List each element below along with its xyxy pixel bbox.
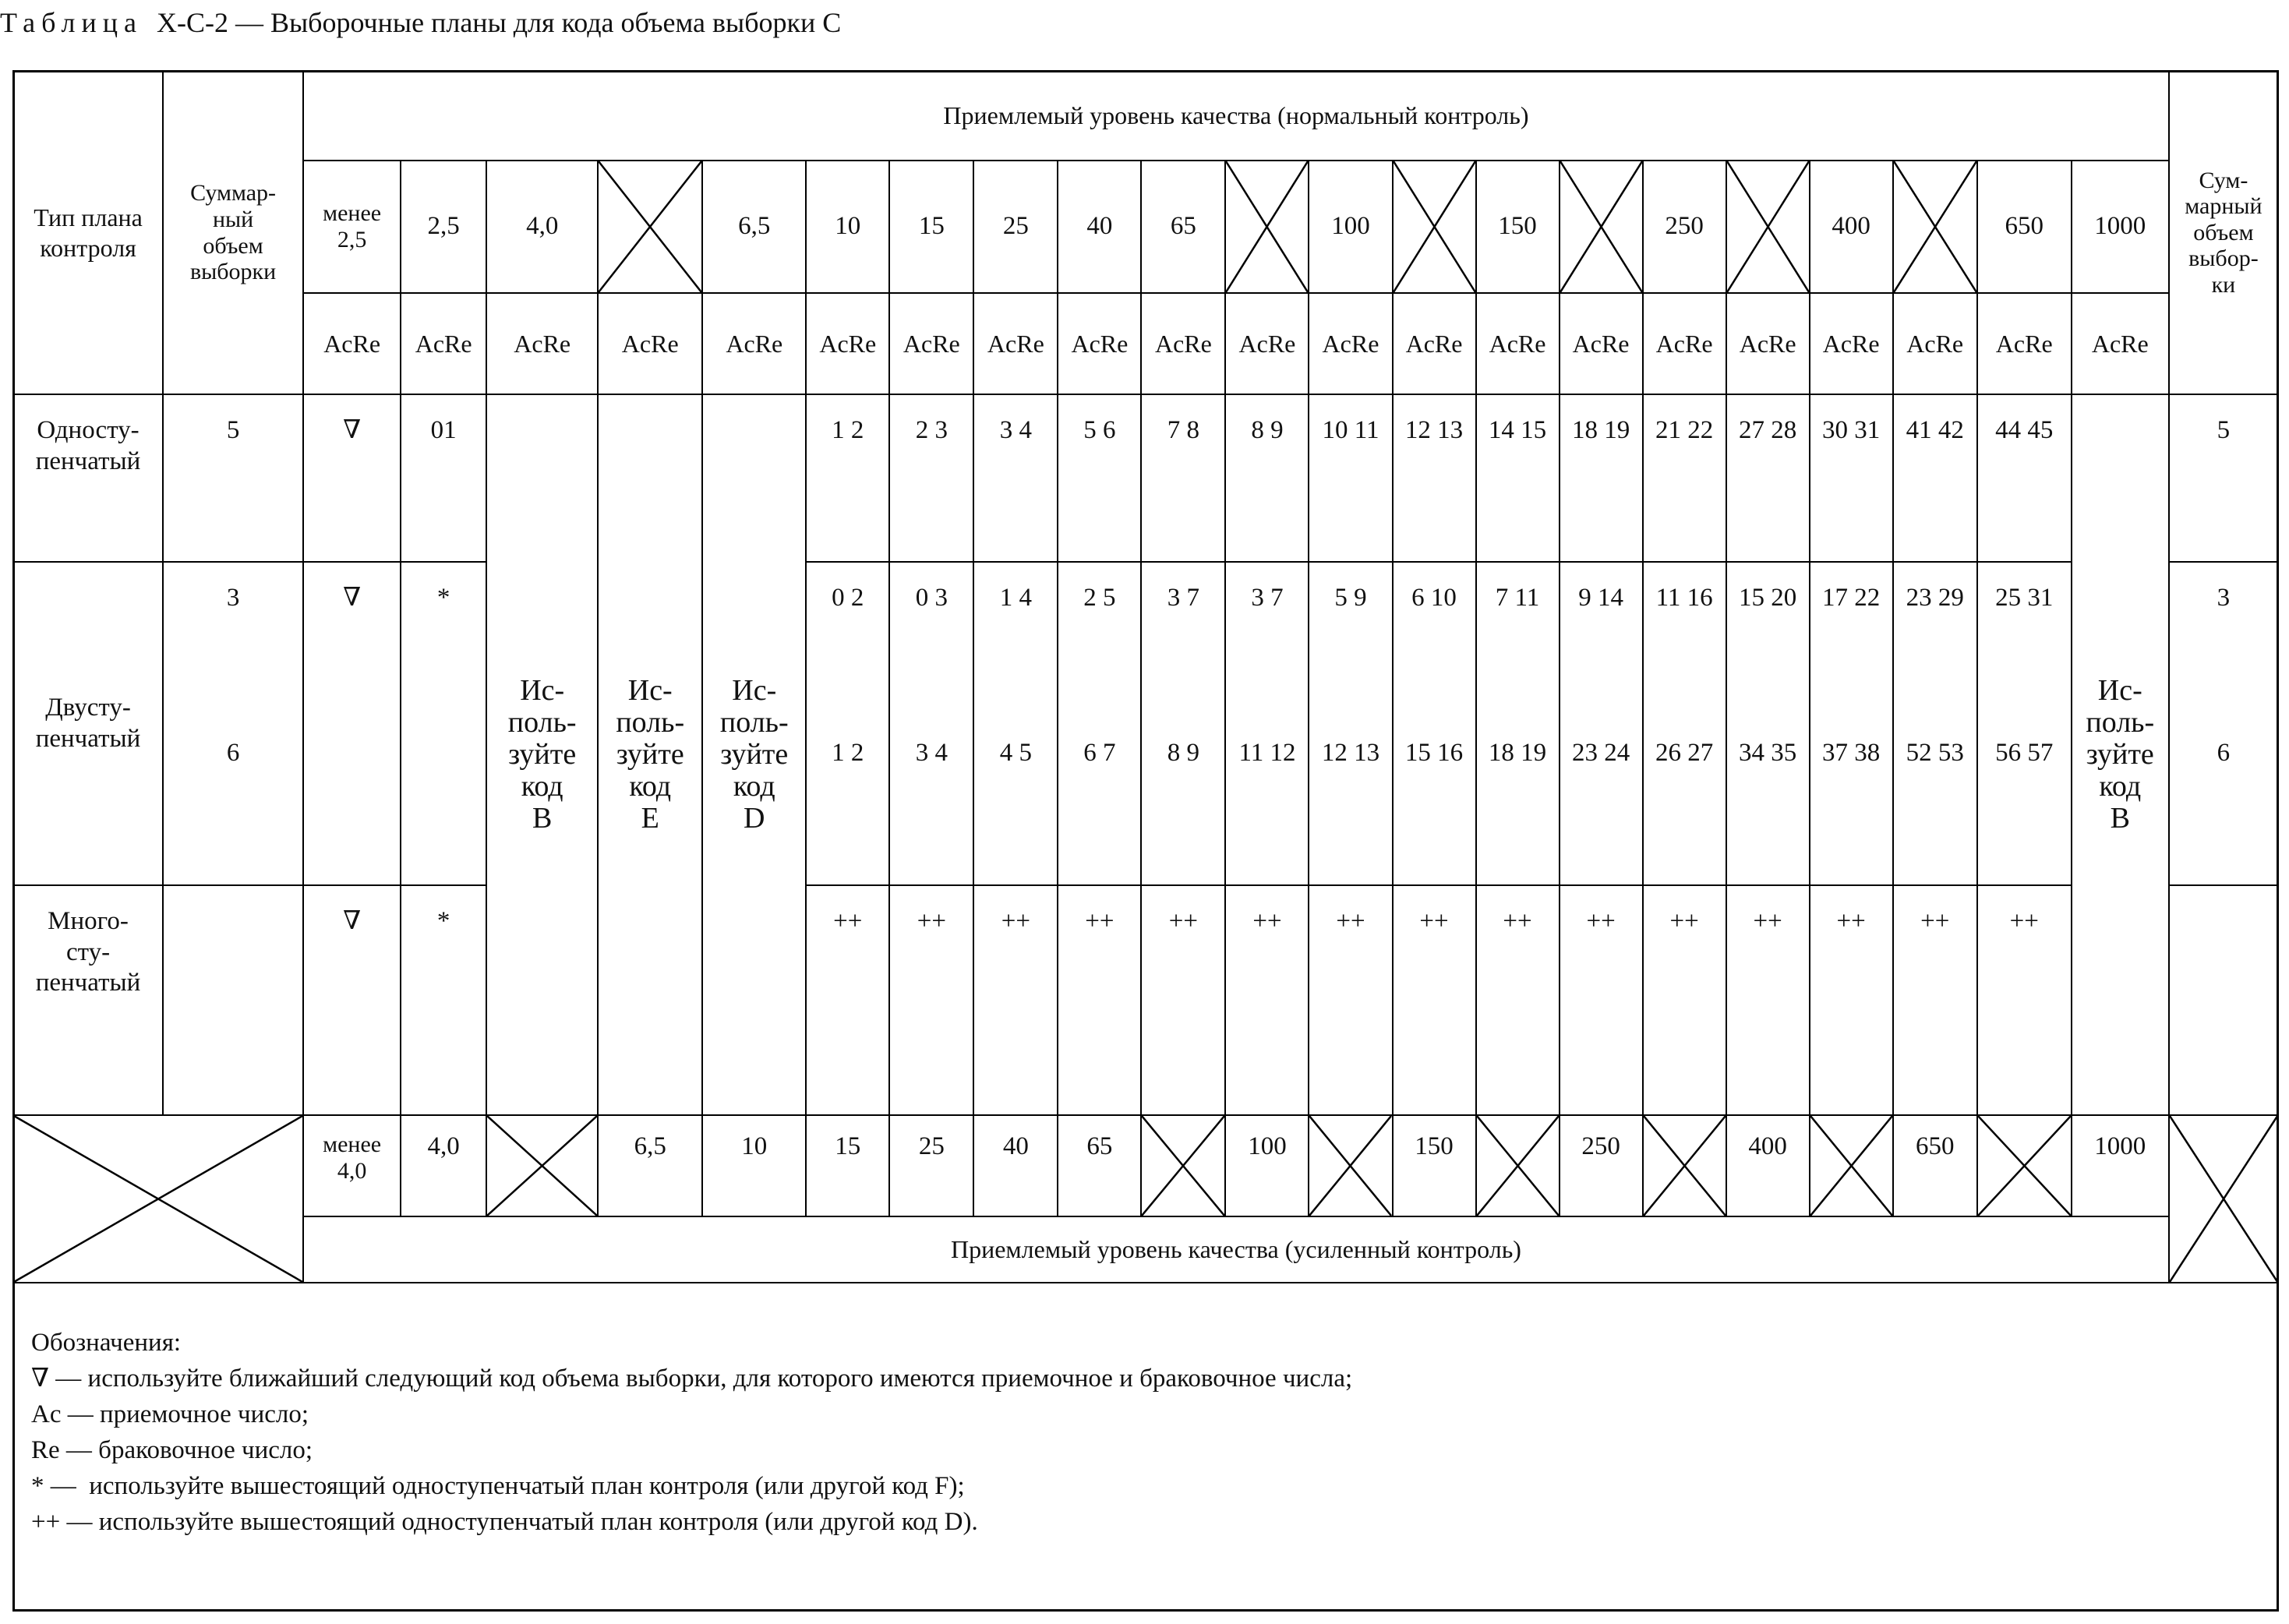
acre-label: AcRe: [1893, 293, 1977, 394]
sample-size-header-right: [2169, 71, 2278, 394]
aql-tightened-value: 150: [1393, 1115, 1476, 1216]
multiple-acre-value: ++: [1977, 885, 2072, 1115]
double-acre-first: 2 5: [1083, 584, 1116, 612]
aql-normal-row: [13, 161, 2278, 293]
aql-tightened-value: 400: [1726, 1115, 1810, 1216]
cell-text-line: ки: [2211, 271, 2236, 298]
single-acre-value: 8 9: [1225, 394, 1309, 562]
tightened-aql-header: Приемлемый уровень качества (усиленный контроль): [303, 1216, 2169, 1283]
acre-row: [13, 293, 2278, 394]
aql-normal-crossed-cell: [598, 161, 702, 293]
multiple-acre-value: ++: [1225, 885, 1309, 1115]
cell-text-line: выбор-: [2188, 245, 2259, 272]
cell-text-line: Сум-: [2199, 167, 2248, 193]
under-multiple: ∇: [303, 885, 401, 1115]
aql25-multiple: *: [401, 885, 486, 1115]
aql-tightened-value: 1000: [2072, 1115, 2169, 1216]
acre-label: AcRe: [401, 293, 486, 394]
multiple-acre-value: ++: [973, 885, 1058, 1115]
cell-text-line: код: [733, 770, 775, 803]
double-acre-second: 26 27: [1655, 739, 1714, 767]
aql-normal-value: 40: [1058, 161, 1141, 293]
single-acre-value: 44 45: [1977, 394, 2072, 562]
cell-text-line: ный: [212, 206, 254, 232]
acre-label: AcRe: [1560, 293, 1643, 394]
cell-text-line: Ис-: [520, 673, 565, 707]
sample-size-multiple: [163, 885, 303, 1115]
use-code-e-cell: [598, 394, 702, 1115]
under-double: ∇: [303, 562, 401, 885]
acre-label: AcRe: [303, 293, 401, 394]
double-acre-first: 1 4: [999, 584, 1032, 612]
aql-tightened-value: 4,0: [401, 1115, 486, 1216]
cell-text-line: поль-: [507, 705, 577, 739]
cell-text-line: пенчатый: [35, 447, 141, 475]
sample-size-single: 5: [163, 394, 303, 562]
cell-text-line: Ис-: [627, 673, 673, 707]
double-acre-first: 5 9: [1334, 584, 1367, 612]
cell-text-line: Тип плана: [34, 203, 143, 232]
multiple-acre-value: ++: [806, 885, 889, 1115]
aql25-single: 01: [401, 394, 486, 562]
single-acre-value: 41 42: [1893, 394, 1977, 562]
aql-normal-value: 150: [1476, 161, 1560, 293]
aql-tightened-value: 65: [1058, 1115, 1141, 1216]
sample-size-double-right-1: 3: [2217, 584, 2231, 612]
multiple-acre-value: ++: [1893, 885, 1977, 1115]
double-acre-first: 15 20: [1739, 584, 1797, 612]
cell-text-line: выборки: [189, 259, 277, 285]
aql-tightened-crossed-cell: [1810, 1115, 1893, 1216]
acre-label: AcRe: [1977, 293, 2072, 394]
cell-text-line: поль-: [616, 705, 685, 739]
aql-tightened-value: 10: [702, 1115, 806, 1216]
aql-normal-crossed-cell: [1393, 161, 1476, 293]
use-code-d-cell: [702, 394, 806, 1115]
single-acre-value: 7 8: [1141, 394, 1225, 562]
double-acre-first: 6 10: [1411, 584, 1457, 612]
double-acre-cell: [1977, 562, 2072, 885]
acre-label: AcRe: [598, 293, 702, 394]
single-acre-value: 14 15: [1476, 394, 1560, 562]
aql-normal-crossed-cell: [1225, 161, 1309, 293]
cell-text-line: код: [2099, 770, 2142, 803]
aql-tightened-crossed-cell: [1476, 1115, 1560, 1216]
cell-text-line: Ис-: [2097, 673, 2142, 707]
double-acre-cell: [806, 562, 889, 885]
aql-normal-value: 650: [1977, 161, 2072, 293]
single-acre-value: 3 4: [973, 394, 1058, 562]
cell-text-line: Суммар-: [190, 180, 277, 207]
title-text: — Выборочные планы для кода объема выборки C: [235, 7, 842, 38]
single-acre-value: 12 13: [1393, 394, 1476, 562]
cell-text-line: пенчатый: [35, 969, 141, 997]
double-acre-second: 4 5: [999, 739, 1032, 767]
single-acre-value: 1 2: [806, 394, 889, 562]
double-stage-row: [13, 562, 2278, 885]
aql-normal-value: 100: [1309, 161, 1392, 293]
aql-tightened-value: менее 4,0: [303, 1115, 401, 1216]
aql-tightened-value: 650: [1893, 1115, 1977, 1216]
double-acre-cell: [1058, 562, 1141, 885]
double-acre-first: 11 16: [1655, 584, 1713, 612]
double-acre-cell: [1309, 562, 1392, 885]
double-acre-first: 3 7: [1251, 584, 1284, 612]
cell-text-line: код: [629, 770, 672, 803]
double-acre-cell: [1476, 562, 1560, 885]
double-acre-second: 23 24: [1571, 739, 1630, 767]
double-acre-second: 3 4: [915, 739, 948, 767]
acre-label: AcRe: [889, 293, 973, 394]
legend-item: Re — браковочное число;: [31, 1436, 313, 1464]
cell-text-line: зуйте: [2086, 737, 2154, 771]
acre-label: AcRe: [1810, 293, 1893, 394]
single-acre-value: 2 3: [889, 394, 973, 562]
multiple-acre-value: ++: [1058, 885, 1141, 1115]
single-stage-row: [13, 394, 2278, 562]
multiple-acre-value: ++: [1476, 885, 1560, 1115]
aql-tightened-crossed-cell: [1141, 1115, 1225, 1216]
acre-label: AcRe: [1726, 293, 1810, 394]
acre-label: AcRe: [973, 293, 1058, 394]
multiple-acre-value: ++: [1141, 885, 1225, 1115]
aql-tightened-crossed-cell: [1643, 1115, 1726, 1216]
double-acre-first: 0 3: [915, 584, 948, 612]
multiple-acre-value: ++: [1726, 885, 1810, 1115]
multiple-stage-row: [13, 885, 2278, 1115]
double-acre-cell: [1225, 562, 1309, 885]
double-acre-cell: [1141, 562, 1225, 885]
cell-text-line: поль-: [2086, 705, 2155, 739]
double-acre-cell: [1726, 562, 1810, 885]
cell-text-line: B: [532, 802, 553, 835]
double-acre-first: 9 14: [1578, 584, 1623, 612]
double-acre-second: 8 9: [1167, 739, 1200, 767]
double-acre-first: 0 2: [832, 584, 864, 612]
single-acre-value: 30 31: [1810, 394, 1893, 562]
aql-normal-value: 4,0: [486, 161, 598, 293]
double-acre-second: 15 16: [1404, 739, 1464, 767]
double-acre-cell: [1810, 562, 1893, 885]
aql-tightened-value: 250: [1560, 1115, 1643, 1216]
double-acre-second: 56 57: [1995, 739, 2054, 767]
sample-size-header: [163, 71, 303, 394]
double-acre-cell: [1643, 562, 1726, 885]
title-code: X-C-2: [156, 7, 228, 38]
single-acre-value: 27 28: [1726, 394, 1810, 562]
legend: [31, 1325, 1352, 1540]
aql-tightened-value: 25: [889, 1115, 973, 1216]
double-acre-second: 12 13: [1321, 739, 1380, 767]
cell-text-line: объем: [203, 232, 263, 259]
aql-normal-value: 400: [1810, 161, 1893, 293]
aql-normal-value: 1000: [2072, 161, 2169, 293]
aql-normal-value: 15: [889, 161, 973, 293]
cell-text-line: Односту-: [37, 416, 140, 444]
multiple-acre-value: ++: [889, 885, 973, 1115]
double-acre-cell: [973, 562, 1058, 885]
acre-label: AcRe: [1476, 293, 1560, 394]
sample-size-double: [163, 562, 303, 885]
cell-text-line: Двусту-: [45, 693, 131, 722]
double-acre-second: 11 12: [1238, 739, 1296, 767]
aql25-double: *: [401, 562, 486, 885]
double-acre-cell: [889, 562, 973, 885]
acre-label: AcRe: [1225, 293, 1309, 394]
cell-text-line: Много-: [48, 907, 129, 935]
cell-text-line: контроля: [40, 233, 136, 262]
double-acre-second: 1 2: [832, 739, 864, 767]
legend-heading: Обозначения:: [31, 1329, 182, 1357]
cell-text-line: объем: [2193, 219, 2254, 245]
double-acre-first: 17 22: [1822, 584, 1881, 612]
aql-normal-crossed-cell: [1560, 161, 1643, 293]
double-acre-first: 25 31: [1995, 584, 2054, 612]
legend-item: Ac — приемочное число;: [31, 1400, 309, 1428]
aql-tightened-crossed-cell: [486, 1115, 598, 1216]
multiple-acre-value: ++: [1810, 885, 1893, 1115]
acre-label: AcRe: [486, 293, 598, 394]
aql-normal-value: менее 2,5: [303, 161, 401, 293]
aql-normal-value: 6,5: [702, 161, 806, 293]
normal-aql-header: Приемлемый уровень качества (нормальный контроль): [303, 71, 2169, 161]
legend-item: * — используйте вышестоящий одноступенчатый план контроля (или другой код F);: [31, 1472, 965, 1500]
aql-tightened-value: 6,5: [598, 1115, 702, 1216]
double-acre-second: 6 7: [1083, 739, 1116, 767]
acre-label: AcRe: [2072, 293, 2169, 394]
corner-crossed-cell-left: [13, 1115, 303, 1283]
acre-label: AcRe: [1058, 293, 1141, 394]
multiple-acre-value: ++: [1643, 885, 1726, 1115]
sampling-plan-table: [12, 70, 2279, 1283]
corner-crossed-cell-right: [2169, 1115, 2278, 1283]
aql-normal-crossed-cell: [1726, 161, 1810, 293]
aql-tightened-row: [13, 1115, 2278, 1216]
aql-tightened-value: 100: [1225, 1115, 1309, 1216]
single-acre-value: 18 19: [1560, 394, 1643, 562]
cell-text-line: B: [2110, 802, 2130, 835]
sample-size-double-right: [2169, 562, 2278, 885]
plan-type-header: [13, 71, 163, 394]
sample-size-double-1: 3: [226, 584, 240, 612]
cell-text-line: пенчатый: [35, 724, 141, 753]
double-acre-first: 23 29: [1906, 584, 1964, 612]
legend-item: ++ — используйте вышестоящий одноступенчатый план контроля (или другой код D).: [31, 1508, 978, 1536]
cell-text-line: E: [641, 802, 659, 835]
plan-type-double: [13, 562, 163, 885]
double-acre-first: 3 7: [1167, 584, 1200, 612]
acre-label: AcRe: [1309, 293, 1392, 394]
cell-text-line: марный: [2185, 193, 2263, 220]
double-acre-cell: [1393, 562, 1476, 885]
single-acre-value: 21 22: [1643, 394, 1726, 562]
aql-normal-value: 25: [973, 161, 1058, 293]
sample-size-double-right-2: 6: [2217, 739, 2231, 767]
double-acre-second: 34 35: [1739, 739, 1797, 767]
legend-item: ∇ — используйте ближайший следующий код объема выборки, для которого имеются приемочное и браковочное числа;: [31, 1365, 1353, 1393]
double-acre-cell: [1893, 562, 1977, 885]
cell-text-line: код: [521, 770, 563, 803]
aql-normal-value: 2,5: [401, 161, 486, 293]
sample-size-single-right: 5: [2169, 394, 2278, 562]
cell-text-line: сту-: [65, 937, 111, 966]
cell-text-line: зуйте: [720, 737, 789, 771]
aql-normal-value: 10: [806, 161, 889, 293]
single-acre-value: 10 11: [1309, 394, 1392, 562]
use-code-b-cell-1000: [2072, 394, 2169, 1115]
aql-tightened-value: 40: [973, 1115, 1058, 1216]
title-label: Таблица: [0, 7, 143, 38]
acre-label: AcRe: [702, 293, 806, 394]
double-acre-second: 18 19: [1488, 739, 1547, 767]
aql-normal-crossed-cell: [1893, 161, 1977, 293]
acre-label: AcRe: [806, 293, 889, 394]
cell-text-line: поль-: [719, 705, 789, 739]
aql-normal-value: 250: [1643, 161, 1726, 293]
cell-text-line: зуйте: [508, 737, 577, 771]
double-acre-cell: [1560, 562, 1643, 885]
sample-size-multiple-right: [2169, 885, 2278, 1115]
cell-text-line: зуйте: [616, 737, 684, 771]
acre-label: AcRe: [1643, 293, 1726, 394]
aql-tightened-crossed-cell: [1309, 1115, 1392, 1216]
acre-label: AcRe: [1141, 293, 1225, 394]
double-acre-first: 7 11: [1495, 584, 1540, 612]
under-single: ∇: [303, 394, 401, 562]
plan-type-multiple: [13, 885, 163, 1115]
multiple-acre-value: ++: [1560, 885, 1643, 1115]
aql-normal-value: 65: [1141, 161, 1225, 293]
double-acre-second: 37 38: [1822, 739, 1881, 767]
use-code-b-cell: [486, 394, 598, 1115]
sample-size-double-2: 6: [226, 739, 240, 767]
acre-label: AcRe: [1393, 293, 1476, 394]
plan-type-single: [13, 394, 163, 562]
aql-tightened-crossed-cell: [1977, 1115, 2072, 1216]
multiple-acre-value: ++: [1309, 885, 1392, 1115]
multiple-acre-value: ++: [1393, 885, 1476, 1115]
single-acre-value: 5 6: [1058, 394, 1141, 562]
table-title: [0, 0, 841, 45]
cell-text-line: D: [744, 802, 765, 835]
cell-text-line: Ис-: [732, 673, 777, 707]
double-acre-second: 52 53: [1906, 739, 1964, 767]
aql-tightened-value: 15: [806, 1115, 889, 1216]
